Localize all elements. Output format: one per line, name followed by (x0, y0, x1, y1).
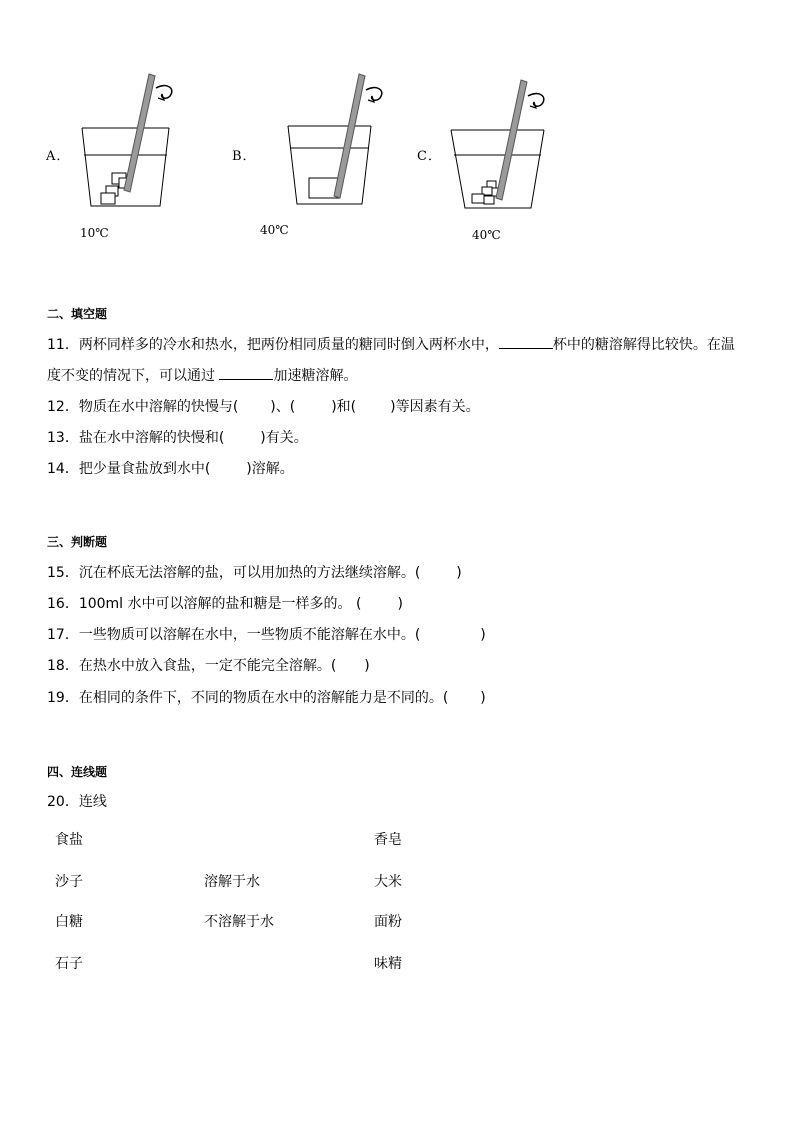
question-13: 13．盐在水中溶解的快慢和( )有关。 (47, 430, 308, 446)
option-label-b: B． (232, 149, 257, 164)
question-12: 12．物质在水中溶解的快慢与( )、( )和( )等因素有关。 (47, 399, 480, 415)
question-11-line-2: 度不变的情况下，可以通过 加速糖溶解。 (47, 368, 358, 384)
question-15: 15．沉在杯底无法溶解的盐，可以用加热的方法继续溶解。( ) (47, 565, 462, 581)
temperature-label-a: 10℃ (80, 226, 109, 240)
question-16: 16．100ml 水中可以溶解的盐和糖是一样多的。 ( ) (47, 596, 403, 612)
right-item[interactable]: 味精 (374, 956, 402, 972)
right-item[interactable]: 大米 (374, 874, 402, 890)
left-item[interactable]: 沙子 (55, 874, 83, 890)
temperature-label-c: 40℃ (472, 228, 501, 242)
right-item[interactable]: 面粉 (374, 914, 402, 930)
left-item[interactable]: 白糖 (55, 914, 83, 930)
beaker-a-illustration (70, 70, 190, 220)
beaker-c-illustration (440, 72, 560, 222)
answer-blank[interactable] (219, 366, 273, 380)
middle-item[interactable]: 不溶解于水 (204, 914, 274, 930)
question-14: 14．把少量食盐放到水中( )溶解。 (47, 461, 294, 477)
question-19: 19．在相同的条件下，不同的物质在水中的溶解能力是不同的。( ) (47, 690, 486, 706)
temperature-label-b: 40℃ (260, 223, 289, 237)
left-item[interactable]: 石子 (55, 956, 83, 972)
beaker-b-illustration (276, 68, 396, 218)
section-heading: 四、连线题 (47, 765, 108, 779)
right-item[interactable]: 香皂 (374, 832, 402, 848)
question-11-line-1: 11．两杯同样多的冷水和热水，把两份相同质量的糖同时倒入两杯水中， 杯中的糖溶解得比较快。在温 (47, 337, 735, 353)
question-17: 17．一些物质可以溶解在水中，一些物质不能溶解在水中。( ) (47, 627, 486, 643)
question-20: 20．连线 (47, 794, 107, 810)
answer-blank[interactable] (499, 335, 553, 349)
middle-item[interactable]: 溶解于水 (204, 874, 260, 890)
option-label-c: C． (417, 149, 442, 164)
section-heading: 三、判断题 (47, 535, 108, 549)
option-label-a: A． (46, 149, 71, 164)
question-18: 18．在热水中放入食盐，一定不能完全溶解。( ) (47, 658, 370, 674)
section-heading: 二、填空题 (47, 307, 108, 321)
left-item[interactable]: 食盐 (55, 832, 83, 848)
